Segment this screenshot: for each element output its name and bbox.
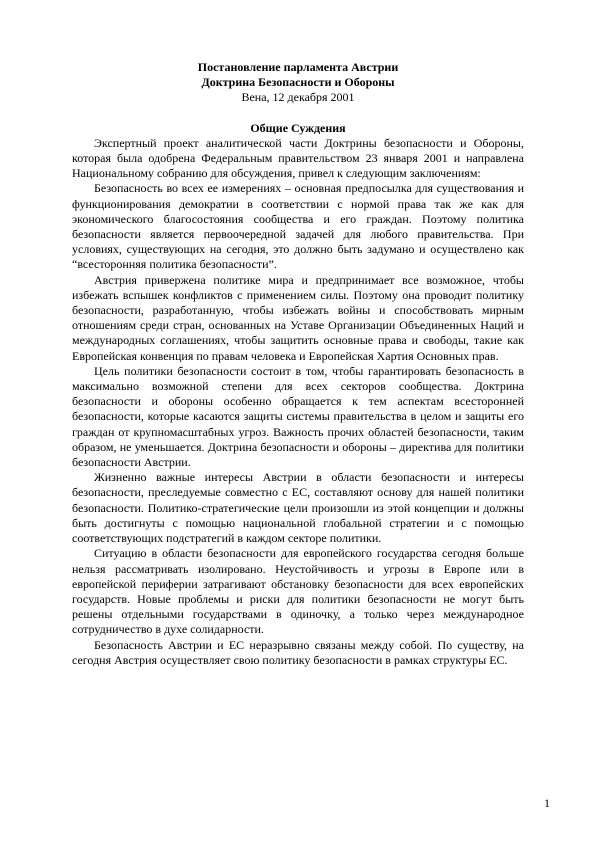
paragraph: Цель политики безопасности состоит в том, чтобы гарантировать безопасность в максимально возможной степени для всех секторов сообщества. Доктрина безопасности и обороны особенно обращается к тем аспектам всесторонней безопасности, которые касаются защиты системы правительства в целом и защиты его граждан от крупномасштабных угроз. Важность прочих областей безопасности, таким образом, не уменьшается. Доктрина безопасности и обороны – директива для политики безопасности Австрии. (72, 363, 524, 470)
document-body (72, 60, 524, 668)
paragraph: Ситуацию в области безопасности для европейского государства сегодня больше нельзя рассматривать изолировано. Неустойчивость и угрозы в Европе или в европейской периферии затрагивают обстановку безопасности для всех европейских государств. Новые проблемы и риски для политики безопасности не могут быть решены отдельными государствами в одиночку, а только через международное сотрудничество в духе солидарности. (72, 546, 524, 637)
paragraph-list (72, 136, 524, 668)
section-title: Общие Суждения (250, 120, 346, 135)
document-title-line-2: Доктрина Безопасности и Обороны (201, 75, 395, 90)
paragraph: Австрия привержена политике мира и предпринимает все возможное, чтобы избежать вспышек конфликтов с применением силы. Поэтому она проводит политику безопасности, разработанную, чтобы избежать войны и способствовать мирным отношениям среди стран, основанных на Уставе Организации Объединенных Наций и международных соглашениях, чтобы защитить основные права и свободы, такие как Европейская конвенция по правам человека и Европейская Хартия Основных прав. (72, 272, 524, 363)
paragraph: Безопасность во всех ее измерениях – основная предпосылка для существования и функционирования демократии в соответствии с нормой права так же как для экономического благосостояния сообщества и его граждан. Поэтому политика безопасности является первоочередной задачей для любого правительства. При условиях, существующих на сегодня, это должно быть задумано и осуществлено как “всесторонняя политика безопасности”. (72, 181, 524, 272)
paragraph: Безопасность Австрии и ЕС неразрывно связаны между собой. По существу, на сегодня Австрия осуществляет свою политику безопасности в рамках структуры ЕС. (72, 637, 524, 667)
paragraph: Экспертный проект аналитической части Доктрины безопасности и Обороны, которая была одобрена Федеральным правительством 23 января 2001 и направлена Национальному собранию для обсуждения, привел к следующим заключениям: (72, 135, 524, 181)
document-title-line-1: Постановление парламента Австрии (197, 60, 399, 74)
paragraph: Жизненно важные интересы Австрии в области безопасности и интересы безопасности, преследуемые совместно с ЕС, составляют основу для нашей политики безопасности. Политико-стратегические цели произошли из этой концепции и должны быть достигнуты с помощью национальной глобальной стратегии и с помощью соответствующих подстратегий в каждом секторе политики. (72, 470, 524, 546)
page-number: 1 (544, 796, 550, 810)
document-header (72, 60, 524, 106)
document-place-date: Вена, 12 декабря 2001 (241, 90, 355, 105)
